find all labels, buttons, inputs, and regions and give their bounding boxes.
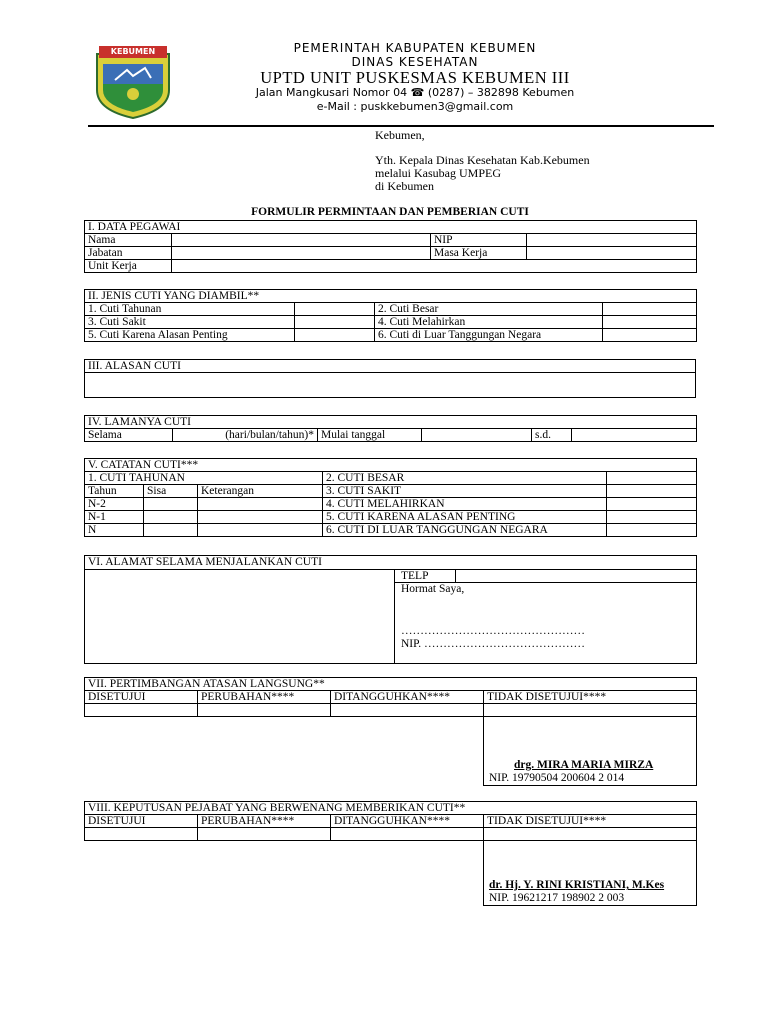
- telp-field[interactable]: [456, 570, 697, 583]
- atasan-nip: NIP. 19790504 200604 2 014: [489, 772, 625, 784]
- disetujui-header: DISETUJUI: [85, 691, 198, 704]
- keterangan-header: Keterangan: [198, 485, 323, 498]
- pejabat-name: dr. Hj. Y. RINI KRISTIANI, M.Kes: [489, 879, 665, 891]
- catatan-label: 5. CUTI KARENA ALASAN PENTING: [323, 511, 607, 524]
- sisa-field[interactable]: [144, 511, 198, 524]
- place-date: Kebumen,: [375, 128, 425, 142]
- recipient-line2: melalui Kasubag UMPEG: [375, 166, 501, 180]
- jenis-cuti-check[interactable]: [603, 303, 697, 316]
- section-title: VII. PERTIMBANGAN ATASAN LANGSUNG**: [85, 678, 697, 691]
- tidak-disetujui-header: TIDAK DISETUJUI****: [484, 691, 697, 704]
- jabatan-field[interactable]: [172, 247, 431, 260]
- perubahan-field[interactable]: [198, 828, 331, 841]
- letterhead-address: Jalan Mangkusari Nomor 04 ☎ (0287) – 382898 Kebumen: [255, 86, 575, 99]
- ditangguhkan-header: DITANGGUHKAN****: [331, 815, 484, 828]
- pejabat-signature: [484, 841, 697, 906]
- keterangan-field[interactable]: [198, 498, 323, 511]
- jenis-cuti-check[interactable]: [603, 316, 697, 329]
- section-title: VI. ALAMAT SELAMA MENJALANKAN CUTI: [85, 556, 697, 570]
- unit-kerja-field[interactable]: [172, 260, 697, 273]
- jenis-cuti-check[interactable]: [295, 316, 375, 329]
- jabatan-label: Jabatan: [85, 247, 172, 260]
- catatan-field[interactable]: [607, 485, 697, 498]
- nip-field[interactable]: [527, 234, 697, 247]
- satuan-label: (hari/bulan/tahun)*: [173, 429, 318, 442]
- signature-box: [395, 583, 697, 664]
- nip-label: NIP: [431, 234, 527, 247]
- section-alamat-cuti: [84, 555, 697, 664]
- sd-label: s.d.: [532, 429, 572, 442]
- jenis-cuti-check[interactable]: [295, 303, 375, 316]
- catatan-label: 4. CUTI MELAHIRKAN: [323, 498, 607, 511]
- tidak-disetujui-field[interactable]: [484, 828, 697, 841]
- sd-field[interactable]: [572, 429, 697, 442]
- section-alasan-cuti: [84, 359, 696, 398]
- section-title: V. CATATAN CUTI***: [85, 459, 697, 472]
- letterhead-divider: [88, 125, 714, 127]
- sisa-field[interactable]: [144, 498, 198, 511]
- sisa-header: Sisa: [144, 485, 198, 498]
- letterhead-line3: UPTD UNIT PUSKESMAS KEBUMEN III: [260, 68, 570, 87]
- telp-label: TELP: [395, 570, 456, 583]
- catatan-label: 6. CUTI DI LUAR TANGGUNGAN NEGARA: [323, 524, 607, 537]
- catatan-field[interactable]: [607, 524, 697, 537]
- recipient-line1: Yth. Kepala Dinas Kesehatan Kab.Kebumen: [375, 153, 590, 167]
- tahun-row-label: N: [85, 524, 144, 537]
- jenis-cuti-check[interactable]: [295, 329, 375, 342]
- perubahan-field[interactable]: [198, 704, 331, 717]
- mulai-label: Mulai tanggal: [318, 429, 422, 442]
- keterangan-field[interactable]: [198, 511, 323, 524]
- mulai-field[interactable]: [422, 429, 532, 442]
- sisa-field[interactable]: [144, 524, 198, 537]
- nama-label: Nama: [85, 234, 172, 247]
- section-lamanya-cuti: [84, 415, 697, 442]
- unit-kerja-label: Unit Kerja: [85, 260, 172, 273]
- catatan-field[interactable]: [607, 498, 697, 511]
- section-title: VIII. KEPUTUSAN PEJABAT YANG BERWENANG MEMBERIKAN CUTI**: [85, 802, 697, 815]
- jenis-cuti-label: 3. Cuti Sakit: [85, 316, 295, 329]
- catatan-label: 3. CUTI SAKIT: [323, 485, 607, 498]
- masa-kerja-field[interactable]: [527, 247, 697, 260]
- section-title: II. JENIS CUTI YANG DIAMBIL**: [85, 290, 697, 303]
- alamat-field[interactable]: [85, 570, 395, 664]
- hormat-saya: Hormat Saya,: [401, 583, 465, 595]
- masa-kerja-label: Masa Kerja: [431, 247, 527, 260]
- section-title: IV. LAMANYA CUTI: [85, 416, 697, 429]
- jenis-cuti-label: 1. Cuti Tahunan: [85, 303, 295, 316]
- jenis-cuti-check[interactable]: [603, 329, 697, 342]
- selama-label: Selama: [85, 429, 173, 442]
- perubahan-header: PERUBAHAN****: [198, 691, 331, 704]
- catatan-label: 2. CUTI BESAR: [323, 472, 607, 485]
- tahun-row-label: N-2: [85, 498, 144, 511]
- keterangan-field[interactable]: [198, 524, 323, 537]
- tahun-header: Tahun: [85, 485, 144, 498]
- jenis-cuti-label: 4. Cuti Melahirkan: [375, 316, 603, 329]
- alasan-cuti-field[interactable]: [85, 373, 696, 398]
- ditangguhkan-field[interactable]: [331, 704, 484, 717]
- pejabat-nip: NIP. 19621217 198902 2 003: [489, 892, 625, 904]
- tahun-row-label: N-1: [85, 511, 144, 524]
- section-title: III. ALASAN CUTI: [85, 360, 696, 373]
- form-title: FORMULIR PERMINTAAN DAN PEMBERIAN CUTI: [251, 206, 529, 218]
- section-jenis-cuti: [84, 289, 697, 342]
- tidak-disetujui-header: TIDAK DISETUJUI****: [484, 815, 697, 828]
- disetujui-field[interactable]: [85, 828, 198, 841]
- cuti-tahunan-label: 1. CUTI TAHUNAN: [85, 472, 323, 485]
- recipient-line3: di Kebumen: [375, 179, 434, 193]
- nama-field[interactable]: [172, 234, 431, 247]
- jenis-cuti-label: 5. Cuti Karena Alasan Penting: [85, 329, 295, 342]
- perubahan-header: PERUBAHAN****: [198, 815, 331, 828]
- logo-text: KEBUMEN: [99, 46, 167, 58]
- letterhead-email: e-Mail : puskkebumen3@gmail.com: [316, 100, 514, 113]
- disetujui-field[interactable]: [85, 704, 198, 717]
- tidak-disetujui-field[interactable]: [484, 704, 697, 717]
- jenis-cuti-label: 6. Cuti di Luar Tanggungan Negara: [375, 329, 603, 342]
- jenis-cuti-label: 2. Cuti Besar: [375, 303, 603, 316]
- signature-line: …………………………………………: [401, 625, 585, 637]
- section-catatan-cuti: [84, 458, 697, 537]
- section-title: I. DATA PEGAWAI: [85, 221, 697, 234]
- nip-line: NIP. ……………………………………: [401, 638, 586, 650]
- atasan-signature: [484, 717, 697, 786]
- section-data-pegawai: [84, 220, 697, 273]
- letterhead-line2: DINAS KESEHATAN: [351, 55, 479, 69]
- kebumen-logo: [93, 46, 173, 120]
- section-pertimbangan: [84, 677, 697, 786]
- disetujui-header: DISETUJUI: [85, 815, 198, 828]
- catatan-field[interactable]: [607, 511, 697, 524]
- atasan-name: drg. MIRA MARIA MIRZA: [514, 759, 654, 771]
- letterhead-line1: PEMERINTAH KABUPATEN KEBUMEN: [293, 41, 537, 55]
- catatan-field[interactable]: [607, 472, 697, 485]
- section-keputusan: [84, 801, 697, 906]
- ditangguhkan-header: DITANGGUHKAN****: [331, 691, 484, 704]
- ditangguhkan-field[interactable]: [331, 828, 484, 841]
